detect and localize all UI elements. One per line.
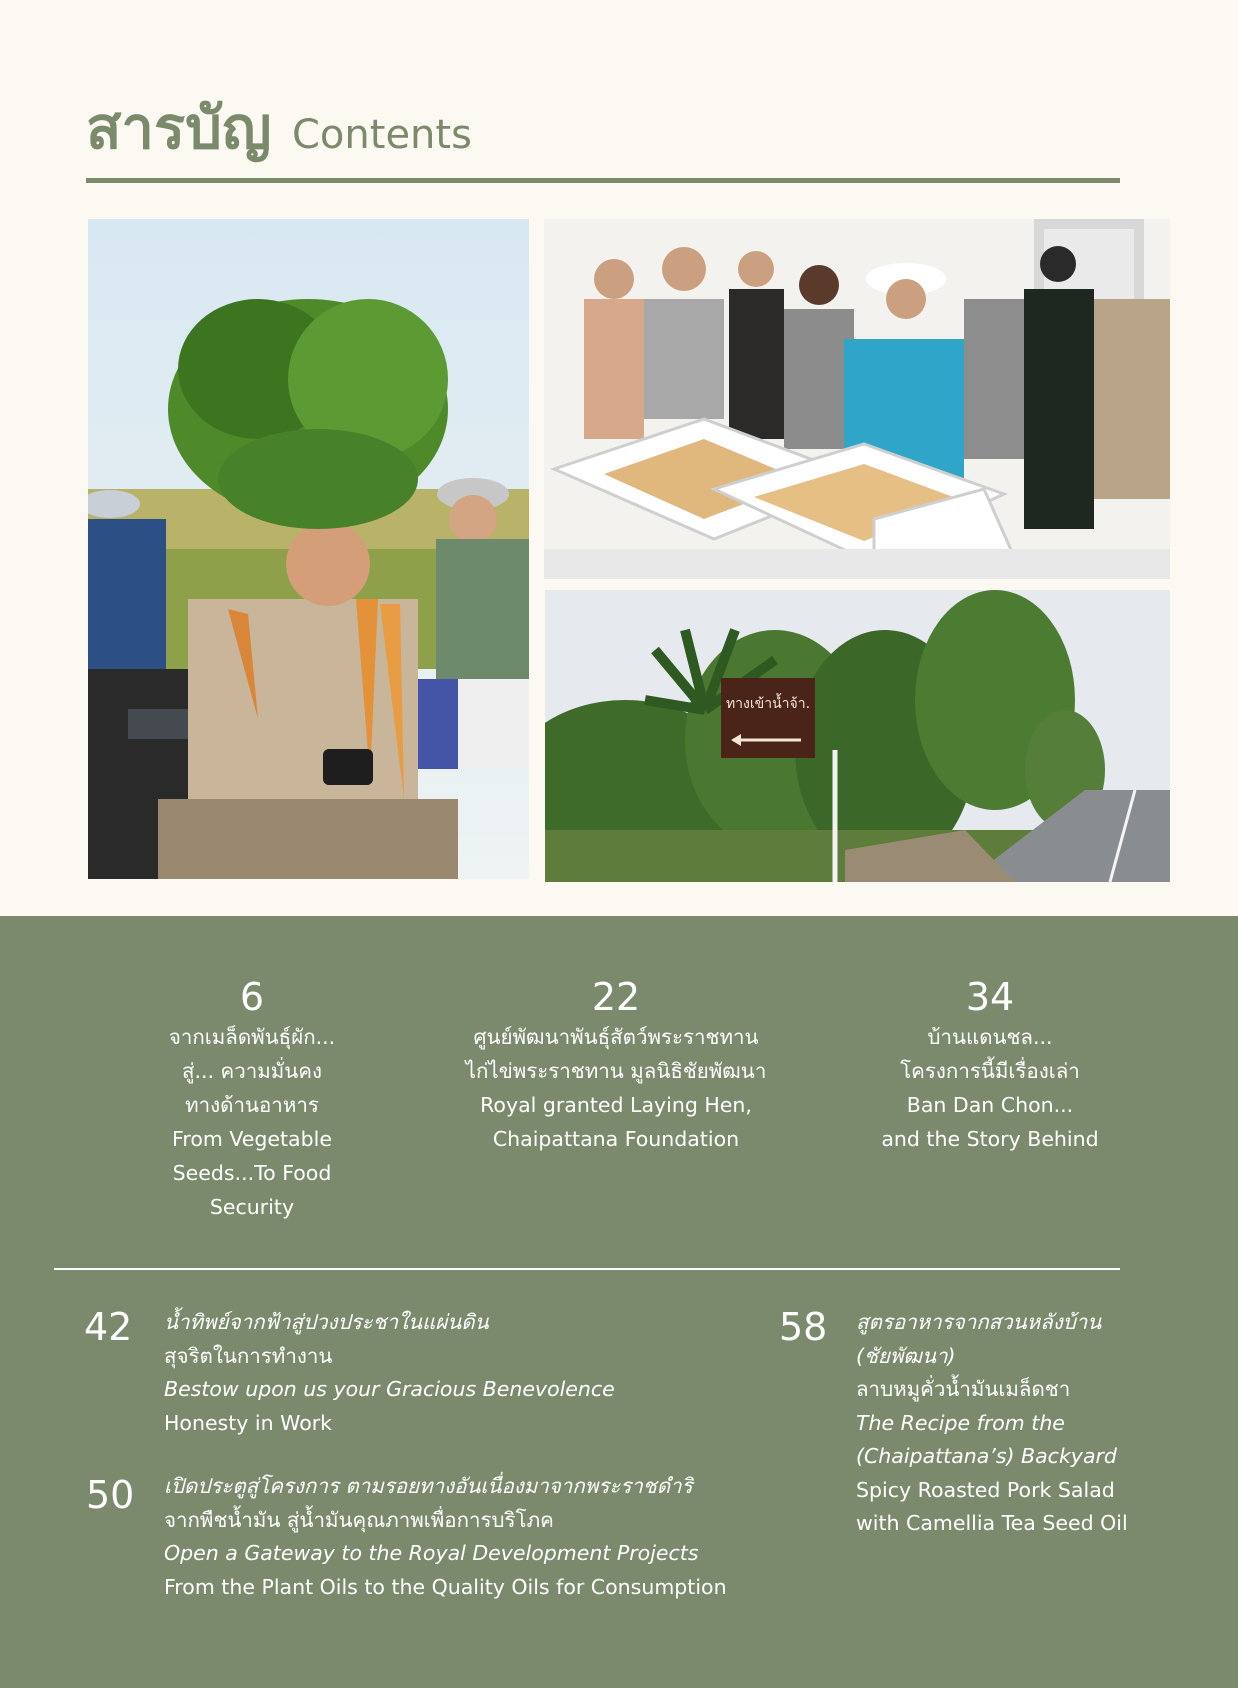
- photo-roadside-sign: [545, 590, 1170, 882]
- entry-line: โครงการนี้มีเรื่องเล่า: [900, 1059, 1080, 1083]
- page-number: 6: [239, 975, 265, 1019]
- entry-line: From Vegetable: [172, 1127, 332, 1151]
- entry-line: Bestow upon us your Gracious Benevolence: [164, 1377, 615, 1401]
- contents-entry-6[interactable]: [152, 974, 352, 1224]
- contents-entry-50[interactable]: [86, 1470, 786, 1610]
- entry-line: Ban Dan Chon...: [906, 1093, 1074, 1117]
- page-title-english: Contents: [292, 112, 472, 158]
- contents-header: [86, 88, 1120, 184]
- entry-line: Seeds...To Food: [172, 1161, 332, 1185]
- contents-entry-42[interactable]: [84, 1302, 784, 1442]
- entry-line: สู่... ความมั่นคง: [181, 1059, 323, 1083]
- entry-line: ศูนย์พัฒนาพันธุ์สัตว์พระราชทาน: [473, 1025, 759, 1049]
- page-number: 22: [591, 975, 641, 1019]
- entry-line: ไก่ไข่พระราชทาน มูลนิธิชัยพัฒนา: [465, 1059, 767, 1083]
- entry-line: Spicy Roasted Pork Salad: [856, 1477, 1115, 1502]
- page-number: 34: [965, 975, 1015, 1019]
- photo-hen-inspection: [544, 219, 1170, 579]
- entry-line: เปิดประตูสู่โครงการ ตามรอยทางอันเนื่องมาจากพระราชดำริ: [164, 1474, 693, 1498]
- entry-line: น้ำทิพย์จากฟ้าสู่ปวงประชาในแผ่นดิน: [164, 1310, 489, 1334]
- entry-line: Open a Gateway to the Royal Development Projects: [164, 1541, 699, 1565]
- contents-entry-22[interactable]: [430, 974, 802, 1156]
- page-title-thai: สารบัญ: [86, 94, 272, 162]
- contents-panel: [0, 916, 1238, 1688]
- entry-line: and the Story Behind: [881, 1127, 1099, 1151]
- entry-line: ทางด้านอาหาร: [185, 1093, 319, 1117]
- page-number: 50: [86, 1473, 135, 1517]
- sign-text: ทางเข้าน้ำจ้า.: [725, 696, 811, 712]
- entry-line: The Recipe from the: [856, 1410, 1065, 1435]
- entry-line: Chaipattana Foundation: [492, 1127, 740, 1151]
- entry-line: (ชัยพัฒนา): [856, 1343, 956, 1368]
- entry-line: สูตรอาหารจากสวนหลังบ้าน: [856, 1310, 1102, 1334]
- entry-line: จากเมล็ดพันธุ์ผัก...: [168, 1025, 336, 1049]
- title-underline: [86, 178, 1120, 183]
- photo-carrot-harvest: [88, 219, 529, 879]
- section-divider: [54, 1268, 1120, 1270]
- entry-line: Security: [209, 1195, 295, 1219]
- entry-line: with Camellia Tea Seed Oil: [856, 1511, 1128, 1535]
- page-number: 42: [84, 1305, 133, 1349]
- entry-line: บ้านแดนชล...: [927, 1025, 1053, 1049]
- entry-line: Honesty in Work: [164, 1410, 333, 1435]
- page-number: 58: [779, 1305, 828, 1349]
- contents-entry-34[interactable]: [860, 974, 1120, 1156]
- entry-line: Royal granted Laying Hen,: [480, 1093, 752, 1117]
- entry-line: From the Plant Oils to the Quality Oils for Consumption: [164, 1574, 727, 1599]
- contents-entry-58[interactable]: [779, 1302, 1199, 1562]
- entry-line: (Chaipattana’s) Backyard: [856, 1444, 1117, 1468]
- entry-line: สุจริตในการทำงาน: [164, 1343, 333, 1368]
- entry-line: จากพืชน้ำมัน สู่น้ำมันคุณภาพเพื่อการบริโภค: [164, 1507, 554, 1532]
- entry-line: ลาบหมูคั่วน้ำมันเมล็ดชา: [856, 1377, 1071, 1401]
